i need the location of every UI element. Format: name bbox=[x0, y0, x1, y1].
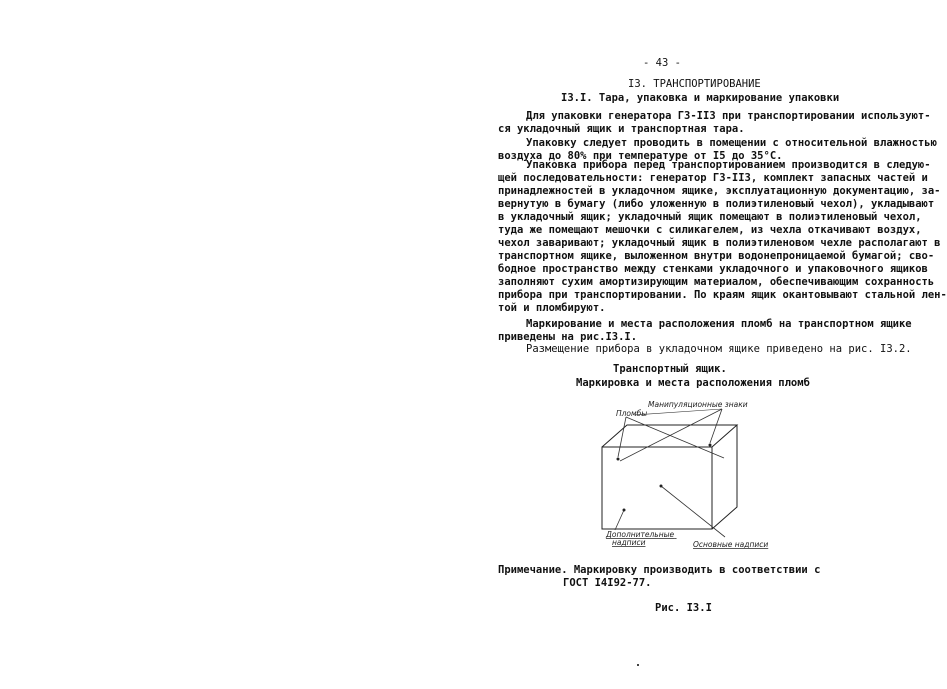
paragraph-line: принадлежностей в укладочном ящике, эксплуатационную документацию, за- bbox=[498, 185, 941, 197]
note-line1: Примечание. Маркировку производить в соответствии с bbox=[498, 564, 821, 576]
seal-leader-1 bbox=[618, 417, 626, 457]
main-marks-point bbox=[660, 485, 663, 488]
label-additional-marks bbox=[605, 530, 677, 547]
paragraph-3 bbox=[498, 159, 947, 315]
label-main-marks: Основные надписи bbox=[693, 540, 769, 549]
label-additional-marks-2: надписи bbox=[612, 538, 646, 547]
additional-marks-leader bbox=[615, 510, 624, 530]
paragraph-line: воздуха до 80% при температуре от I5 до 35°С. bbox=[498, 150, 783, 162]
section-title: I3. ТРАНСПОРТИРОВАНИЕ bbox=[628, 78, 761, 90]
paragraph-line: туда же помещают мешочки с силикагелем, из чехла откачивают воздух, bbox=[498, 224, 922, 236]
page-number: - 43 - bbox=[643, 57, 681, 69]
paragraph-line: приведены на рис.I3.I. bbox=[498, 331, 638, 343]
paragraph-1 bbox=[498, 110, 931, 136]
seal-point-1 bbox=[617, 458, 620, 461]
paragraph-line: Упаковку следует проводить в помещении с относительной влажностью bbox=[526, 137, 937, 149]
subsection-title: I3.I. Тара, упаковка и маркирование упаковки bbox=[561, 92, 840, 104]
additional-marks-point bbox=[623, 509, 626, 512]
figure-caption: Рис. I3.I bbox=[655, 602, 712, 614]
label-additional-marks-1: Дополнительные bbox=[606, 530, 675, 539]
paragraph-line: в укладочный ящик; укладочный ящик помещают в полиэтиленовый чехол, bbox=[498, 211, 922, 223]
label-seals: Пломбы bbox=[616, 409, 648, 418]
paragraph-line: бодное пространство между стенками укладочного и упаковочного ящиков bbox=[498, 263, 928, 275]
box-right-face bbox=[712, 425, 737, 529]
seal-point-2 bbox=[709, 444, 712, 447]
paragraph-5: Размещение прибора в укладочном ящике приведено на рис. I3.2. bbox=[526, 343, 912, 355]
paragraph-line: транспортном ящике, выложенном внутри водонепроницаемой бумагой; сво- bbox=[498, 250, 935, 262]
scan-speck bbox=[637, 664, 639, 666]
paragraph-line: прибора при транспортировании. По краям ящик окантовывают стальной лен- bbox=[498, 289, 947, 301]
paragraph-line: ся укладочный ящик и транспортная тара. bbox=[498, 123, 745, 135]
figure-title-line2: Маркировка и места расположения пломб bbox=[576, 377, 810, 389]
paragraph-line: Упаковка прибора перед транспортированием производится в следую- bbox=[526, 159, 931, 171]
label-handling-marks: Манипуляционные знаки bbox=[648, 400, 748, 409]
paragraph-line: заполняют сухим амортизирующим материалом, обеспечивающим сохранность bbox=[498, 276, 935, 288]
paragraph-line: Маркирование и места расположения пломб на транспортном ящике bbox=[526, 318, 912, 330]
paragraph-line: той и пломбируют. bbox=[498, 302, 606, 314]
paragraph-line: щей последовательности: генератор Г3-II3, комплект запасных частей и bbox=[498, 172, 928, 184]
figure-title-line1: Транспортный ящик. bbox=[613, 363, 727, 375]
paragraph-line: чехол заваривают; укладочный ящик в полиэтиленовом чехле располагают в bbox=[498, 237, 941, 249]
note-line2: ГОСТ I4I92-77. bbox=[563, 577, 652, 589]
transport-box-figure bbox=[590, 395, 780, 560]
paragraph-4 bbox=[498, 318, 912, 344]
seal-leader-2 bbox=[626, 417, 724, 458]
paragraph-line: Для упаковки генератора Г3-II3 при транспортировании используют- bbox=[526, 110, 931, 122]
paragraph-line: вернутую в бумагу (либо уложенную в полиэтиленовый чехол), укладывают bbox=[498, 198, 935, 210]
